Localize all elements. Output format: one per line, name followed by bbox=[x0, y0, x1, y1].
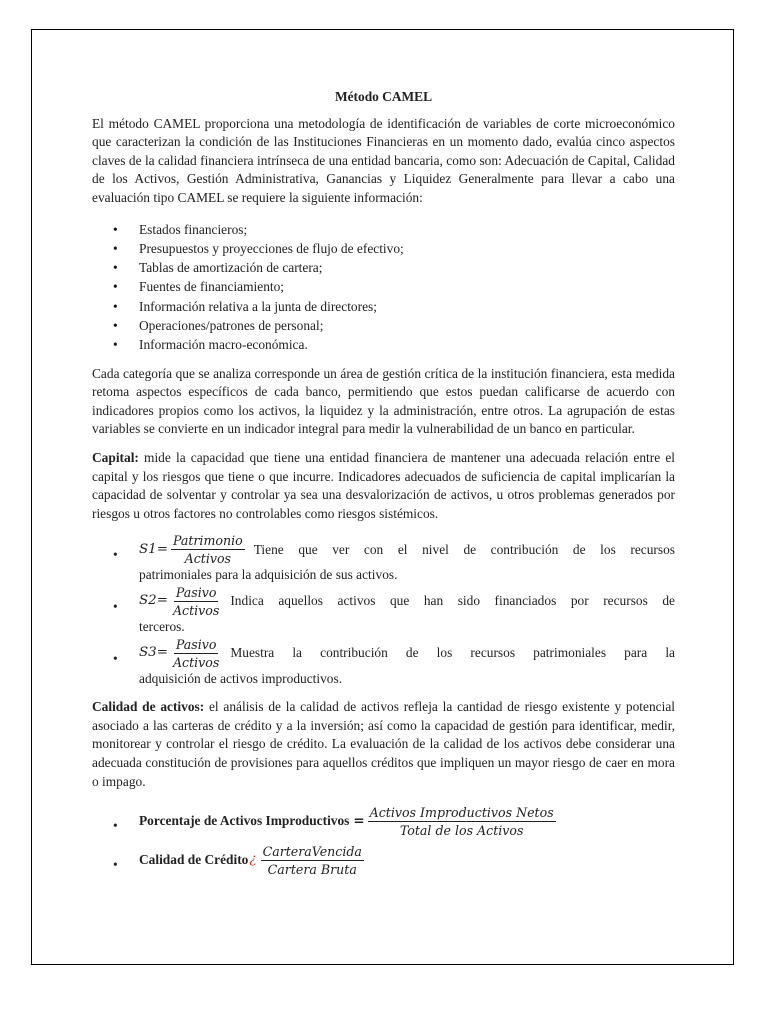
equals-sign: = bbox=[353, 813, 365, 830]
ratio-symbol: S2 bbox=[139, 593, 157, 609]
capital-text: mide la capacidad que tiene una entidad financiera de mantener una adecuada relación entre el capital y los riesgos que tiene o que incurre. Indicadores adecuados de suficiencia de capital implicarían la capacidad de solventar y controlar ya sea una desvalorización de activos, u otros problemas generados por riesgos u otros factores no controlables como riesgos sistémicos. bbox=[92, 450, 675, 521]
bullet-icon: • bbox=[113, 650, 118, 666]
indicator-label: Calidad de Crédito bbox=[139, 852, 249, 868]
indicator-fraction bbox=[261, 844, 364, 877]
equals-sign: = bbox=[156, 541, 168, 557]
equals-sign: = bbox=[156, 644, 168, 660]
fraction-numerator: Activos Improductivos Netos bbox=[369, 805, 554, 821]
fraction-denominator: Total de los Activos bbox=[399, 823, 524, 839]
ratio-s1 bbox=[92, 533, 675, 585]
capital-heading: Capital: bbox=[92, 450, 139, 466]
ratio-description-continued: patrimoniales para la adquisición de sus activos. bbox=[139, 567, 398, 583]
indicator-label: Porcentaje de Activos Improductivos bbox=[139, 813, 350, 829]
calidad-activos-text: el análisis de la calidad de activos refleja la cantidad de riesgo existente y potencial asociado a las carteras de crédito y a la inversión; así como la capacidad de gestión para identificar, medir, monitorear y controlar el riesgo de crédito. La evaluación de la calidad de los activos debe considerar una adecuada constitución de provisiones para aquellos créditos que impliquen un mayor riesgo de caer en mora o impago. bbox=[92, 699, 675, 789]
fraction-denominator: Activos bbox=[172, 654, 220, 670]
fraction-numerator: Pasivo bbox=[175, 584, 217, 600]
ratio-description: Tiene que ver con el nivel de contribución de los recursos bbox=[253, 541, 675, 557]
indicator-activos-improductivos bbox=[92, 805, 675, 838]
category-paragraph: Cada categoría que se analiza corresponde un área de gestión crítica de la institución financiera, esta medida retoma aspectos específicos de cada banco, permitiendo que estos puedan calificarse de acuerdo con indicadores propios como los activos, la liquidez y la administración, entre otros. La agrupación de estas variables se convierte en un indicador integral para medir la vulnerabilidad de un banco en particular. bbox=[92, 365, 675, 437]
ratio-fraction bbox=[171, 585, 221, 618]
ratio-description: Indica aquellos activos que han sido financiados por recursos de bbox=[230, 593, 675, 609]
fraction-numerator: Patrimonio bbox=[172, 533, 243, 549]
broken-equation-glyph: ¿ bbox=[249, 852, 257, 868]
bullet-icon: • bbox=[113, 547, 118, 563]
bullet-icon: • bbox=[113, 598, 118, 614]
indicator-calidad-credito bbox=[92, 844, 675, 877]
fraction-denominator: Activos bbox=[172, 602, 220, 618]
calidad-activos-heading: Calidad de activos: bbox=[92, 699, 205, 715]
ratio-symbol: S1 bbox=[139, 541, 157, 557]
ratio-symbol: S3 bbox=[139, 644, 157, 660]
intro-paragraph: El método CAMEL proporciona una metodología de identificación de variables de corte microeconómico que caracterizan la condición de las Instituciones Financieras en un momento dado, evalúa cinco aspectos claves de la calidad financiera intrínseca de una entidad bancaria, como son: Adecuación de Capital, Calidad de los Activos, Gestión Administrativa, Ganancias y Liquidez Generalmente para llevar a cabo una evaluación tipo CAMEL se requiere la siguiente información: bbox=[92, 115, 675, 205]
ratio-description-continued: adquisición de activos improductivos. bbox=[139, 670, 343, 686]
list-item: • Estados financieros; bbox=[92, 220, 675, 239]
indicator-fraction bbox=[368, 805, 556, 838]
bullet-icon: • bbox=[113, 857, 118, 873]
fraction-numerator: Pasivo bbox=[175, 636, 217, 652]
document-title: Método CAMEL bbox=[334, 89, 433, 104]
list-item: • Información macro-económica. bbox=[92, 335, 675, 354]
fraction-denominator: Activos bbox=[184, 551, 232, 567]
ratio-fraction bbox=[171, 637, 221, 670]
equals-sign: = bbox=[156, 593, 168, 609]
list-item: • Operaciones/patrones de personal; bbox=[92, 316, 675, 335]
fraction-numerator: CarteraVencida bbox=[262, 844, 362, 860]
list-item: • Fuentes de financiamiento; bbox=[92, 277, 675, 296]
list-item: • Información relativa a la junta de directores; bbox=[92, 297, 675, 316]
fraction-denominator: Cartera Bruta bbox=[267, 862, 357, 878]
ratio-description: Muestra la contribución de los recursos patrimoniales para la bbox=[230, 644, 675, 660]
ratio-s3 bbox=[92, 637, 675, 689]
ratio-fraction bbox=[171, 533, 245, 566]
list-item: • Tablas de amortización de cartera; bbox=[92, 258, 675, 277]
list-item: • Presupuestos y proyecciones de flujo de efectivo; bbox=[92, 239, 675, 258]
information-list bbox=[92, 220, 675, 355]
document-body bbox=[92, 88, 675, 877]
calidad-activos-paragraph bbox=[92, 698, 675, 791]
bullet-icon: • bbox=[113, 818, 118, 834]
ratio-description-continued: terceros. bbox=[139, 618, 185, 634]
ratio-s2 bbox=[92, 585, 675, 637]
capital-paragraph bbox=[92, 449, 675, 523]
